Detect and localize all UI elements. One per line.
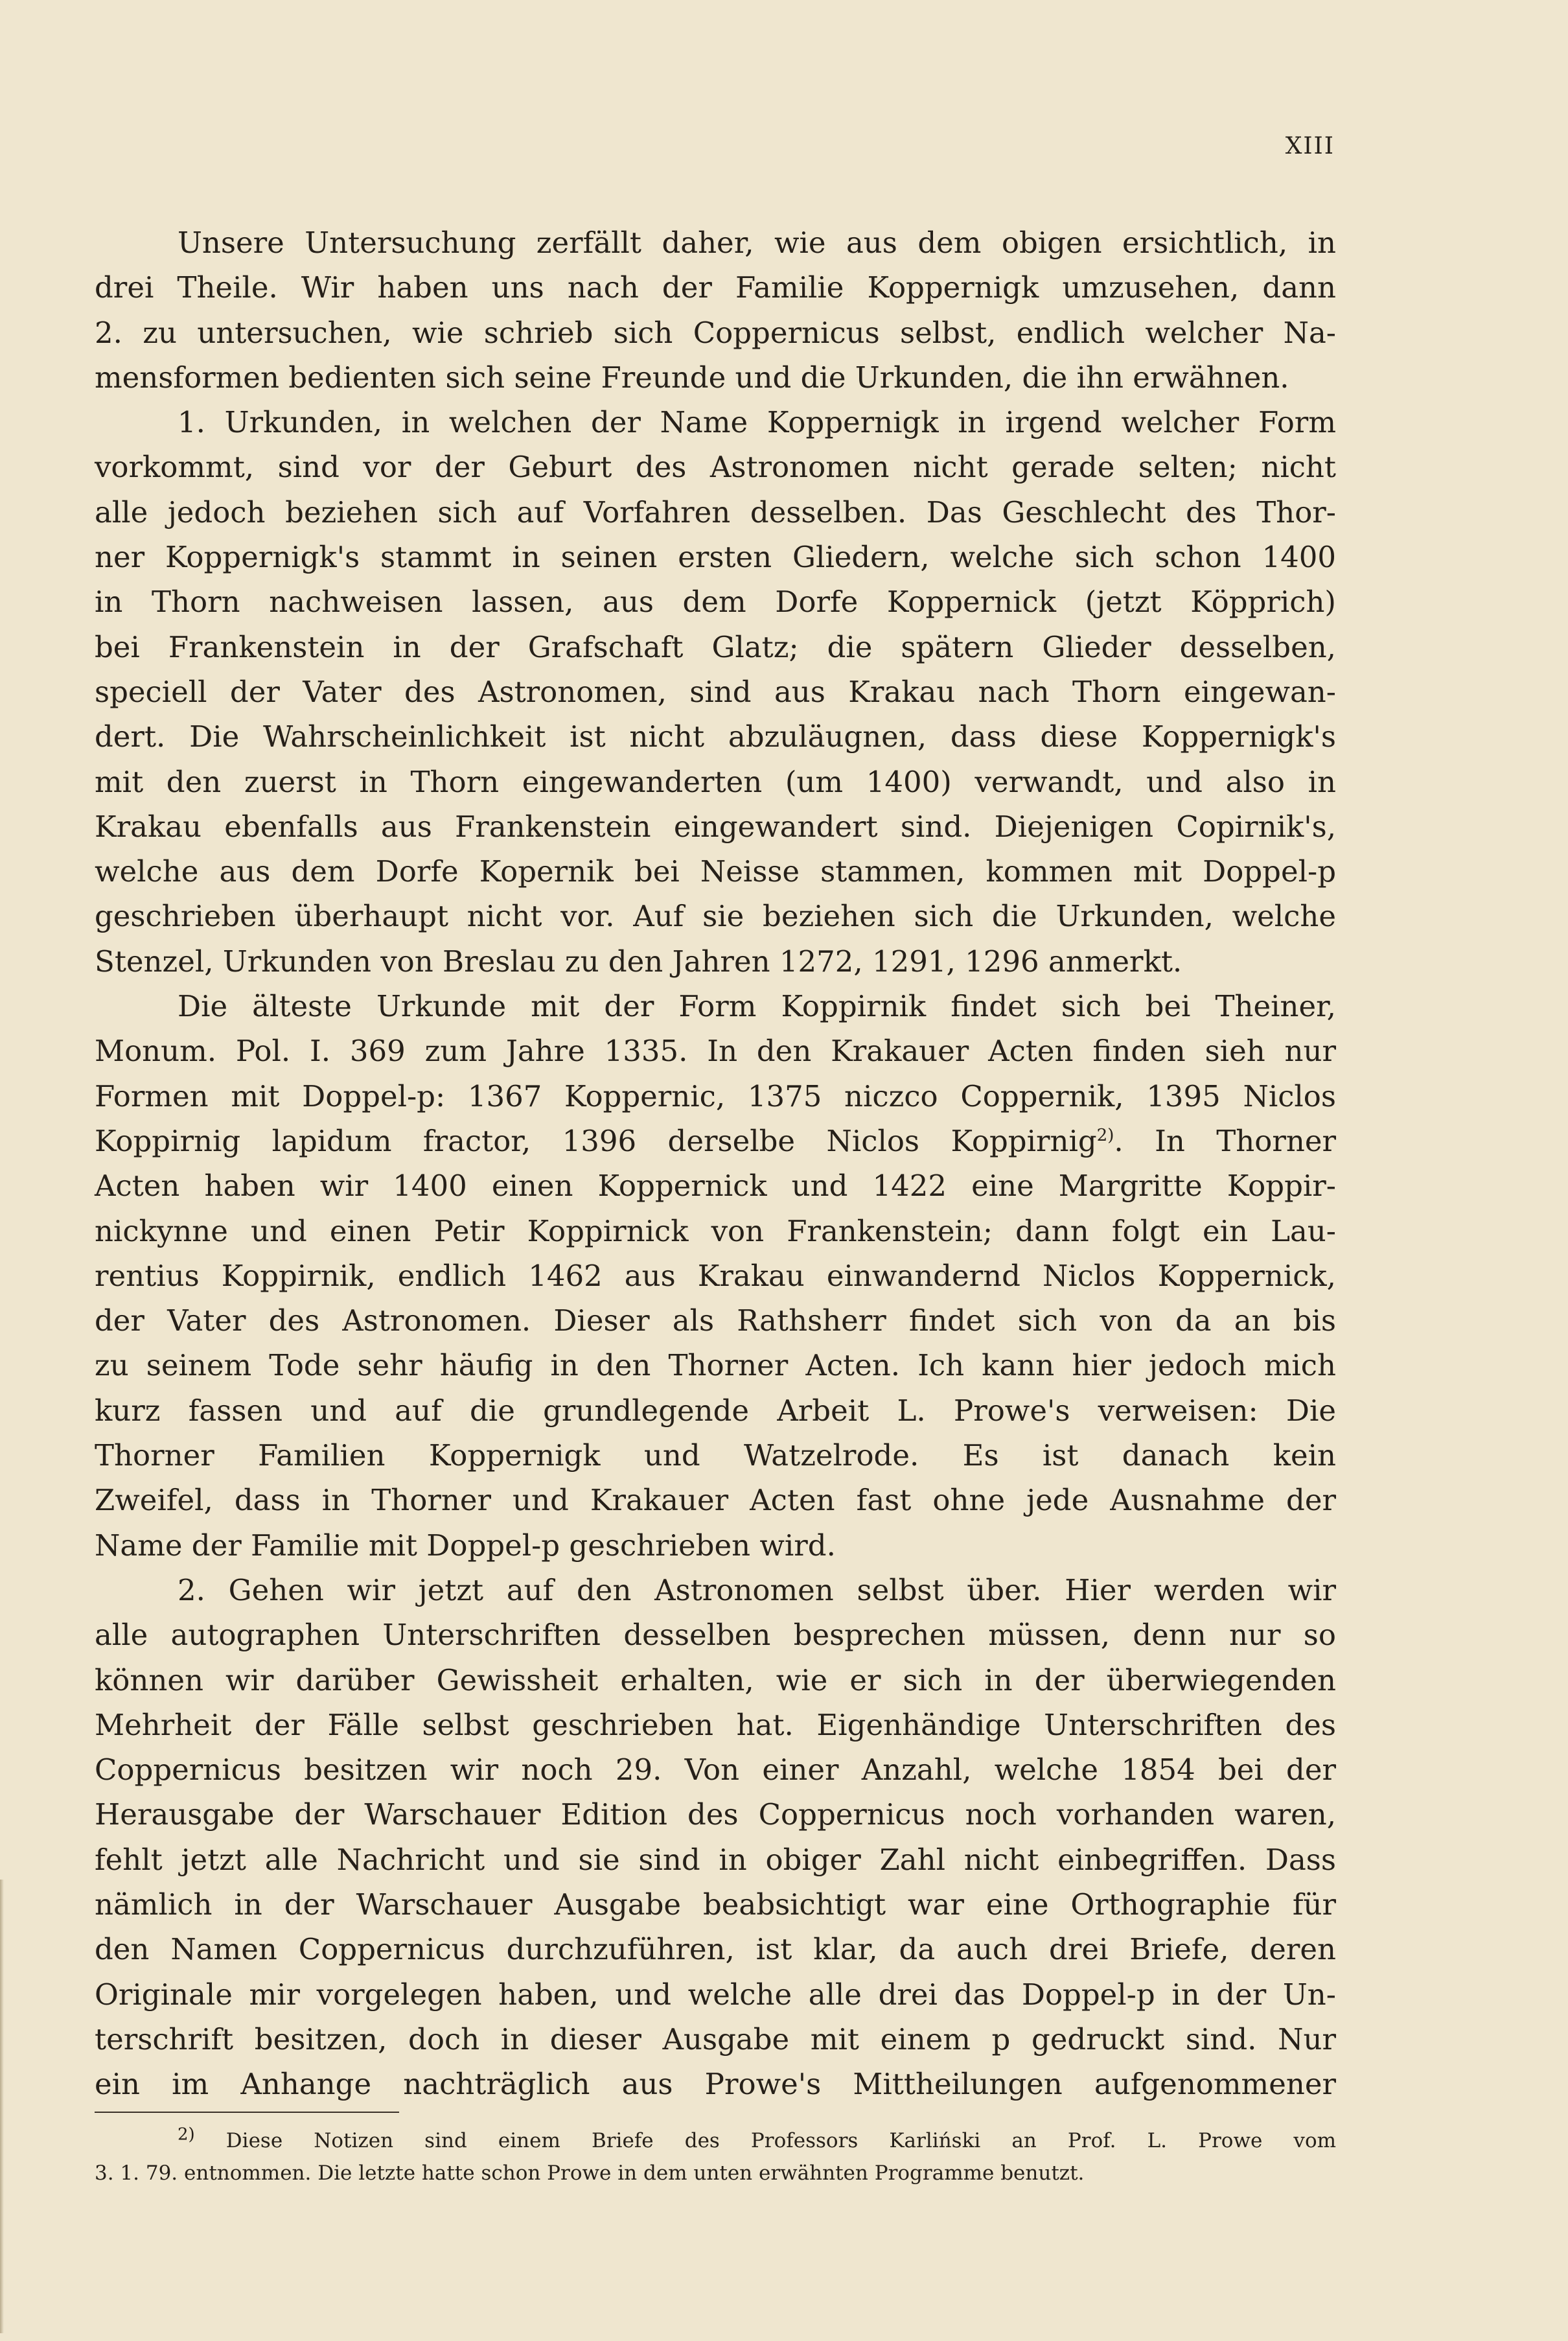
text-line: Krakau ebenfalls aus Frankenstein eingewandert sind. Diejenigen Copirnik's, — [95, 809, 1336, 844]
text-line: ner Koppernigk's stammt in seinen ersten Gliedern, welche sich schon 1400 — [95, 540, 1336, 575]
text-line: mensformen bedienten sich seine Freunde und die Urkunden, die ihn erwähnen. — [95, 360, 1289, 395]
text-line: Monum. Pol. I. 369 zum Jahre 1335. In den Krakauer Acten finden sieh nur — [95, 1034, 1336, 1069]
text-line: Acten haben wir 1400 einen Koppernick und 1422 eine Margritte Koppir- — [95, 1169, 1336, 1204]
text-line: bei Frankenstein in der Grafschaft Glatz; die spätern Glieder desselben, — [95, 629, 1336, 664]
text-line: nämlich in der Warschauer Ausgabe beabsichtigt war eine Orthographie für — [95, 1887, 1336, 1922]
text-line: Originale mir vorgelegen haben, und welche alle drei das Doppel-p in der Un- — [95, 1977, 1336, 2012]
text-line: Coppernicus besitzen wir noch 29. Von einer Anzahl, welche 1854 bei der — [95, 1753, 1336, 1788]
text-line: Die älteste Urkunde mit der Form Koppirnik findet sich bei Theiner, — [178, 989, 1336, 1024]
text-line: Unsere Untersuchung zerfällt daher, wie aus dem obigen ersichtlich, in — [178, 226, 1336, 260]
text-line: vorkommt, sind vor der Geburt des Astronomen nicht gerade selten; nicht — [95, 450, 1336, 485]
text-line: Herausgabe der Warschauer Edition des Coppernicus noch vorhanden waren, — [95, 1797, 1336, 1832]
text-line: alle jedoch beziehen sich auf Vorfahren desselben. Das Geschlecht des Thor- — [95, 495, 1336, 530]
text-line: dert. Die Wahrscheinlichkeit ist nicht abzuläugnen, dass diese Koppernigk's — [95, 719, 1336, 754]
text-fragment: Koppirnig lapidum fractor, 1396 derselbe Niclos Koppirnig — [95, 1123, 1097, 1158]
text-line: rentius Koppirnik, endlich 1462 aus Krakau einwandernd Niclos Koppernick, — [95, 1258, 1336, 1293]
footnote-line — [95, 2125, 1336, 2157]
text-line: fehlt jetzt alle Nachricht und sie sind in obiger Zahl nicht einbegriffen. Dass — [95, 1842, 1336, 1877]
text-line: zu seinem Tode sehr häufig in den Thorner Acten. Ich kann hier jedoch mich — [95, 1348, 1336, 1383]
page-number: XIII — [1285, 133, 1335, 159]
text-line: Mehrheit der Fälle selbst geschrieben hat. Eigenhändige Unterschriften des — [95, 1707, 1336, 1742]
footnote-marker: 2) — [178, 2125, 195, 2145]
body-text — [95, 220, 1336, 2106]
footnotes — [95, 2125, 1336, 2189]
text-line: 2. Gehen wir jetzt auf den Astronomen selbst über. Hier werden wir — [178, 1572, 1336, 1607]
text-line: mit den zuerst in Thorn eingewanderten (um 1400) verwandt, und also in — [95, 764, 1336, 799]
text-line: in Thorn nachweisen lassen, aus dem Dorfe Koppernick (jetzt Köpprich) — [95, 585, 1336, 620]
text-fragment: . In Thorner — [1114, 1123, 1336, 1158]
text-line: Thorner Familien Koppernigk und Watzelrode. Es ist danach kein — [95, 1438, 1336, 1473]
text-line: den Namen Coppernicus durchzuführen, ist klar, da auch drei Briefe, deren — [95, 1932, 1336, 1967]
text-line: Name der Familie mit Doppel-p geschrieben wird. — [95, 1528, 836, 1563]
text-line: können wir darüber Gewissheit erhalten, wie er sich in der überwiegenden — [95, 1662, 1336, 1697]
footnote-text: Diese Notizen sind einem Briefe des Professors Karliński an Prof. L. Prowe vom — [225, 2129, 1336, 2152]
text-line: Zweifel, dass in Thorner und Krakauer Acten fast ohne jede Ausnahme der — [95, 1483, 1336, 1518]
text-line: alle autographen Unterschriften desselben besprechen müssen, denn nur so — [95, 1618, 1336, 1653]
footnote-separator — [95, 2112, 399, 2113]
text-line: geschrieben überhaupt nicht vor. Auf sie beziehen sich die Urkunden, welche — [95, 899, 1336, 934]
text-line-with-footnote-ref — [95, 1119, 1336, 1163]
page-edge-shadow — [0, 1880, 4, 2333]
footnote-reference: 2) — [1096, 1125, 1114, 1145]
text-line: 2. zu untersuchen, wie schrieb sich Coppernicus selbst, endlich welcher Na- — [95, 315, 1336, 350]
text-line: welche aus dem Dorfe Kopernik bei Neisse stammen, kommen mit Doppel-p — [95, 854, 1336, 889]
text-line: Stenzel, Urkunden von Breslau zu den Jahren 1272, 1291, 1296 anmerkt. — [95, 944, 1182, 979]
text-line: nickynne und einen Petir Koppirnick von Frankenstein; dann folgt ein Lau- — [95, 1213, 1336, 1248]
text-line: drei Theile. Wir haben uns nach der Familie Koppernigk umzusehen, dann — [95, 270, 1336, 305]
text-line: kurz fassen und auf die grundlegende Arbeit L. Prowe's verweisen: Die — [95, 1393, 1336, 1428]
text-line: ein im Anhange nachträglich aus Prowe's Mittheilungen aufgenommener — [95, 2067, 1336, 2102]
footnote-line: 3. 1. 79. entnommen. Die letzte hatte schon Prowe in dem unten erwähnten Programme benutzt. — [95, 2161, 1085, 2185]
text-line: Formen mit Doppel-p: 1367 Koppernic, 1375 niczco Coppernik, 1395 Niclos — [95, 1078, 1336, 1113]
text-line: speciell der Vater des Astronomen, sind aus Krakau nach Thorn eingewan- — [95, 674, 1336, 709]
text-line: 1. Urkunden, in welchen der Name Koppernigk in irgend welcher Form — [178, 405, 1336, 440]
text-line: terschrift besitzen, doch in dieser Ausgabe mit einem p gedruckt sind. Nur — [95, 2021, 1336, 2056]
text-line: der Vater des Astronomen. Dieser als Rathsherr findet sich von da an bis — [95, 1303, 1336, 1338]
